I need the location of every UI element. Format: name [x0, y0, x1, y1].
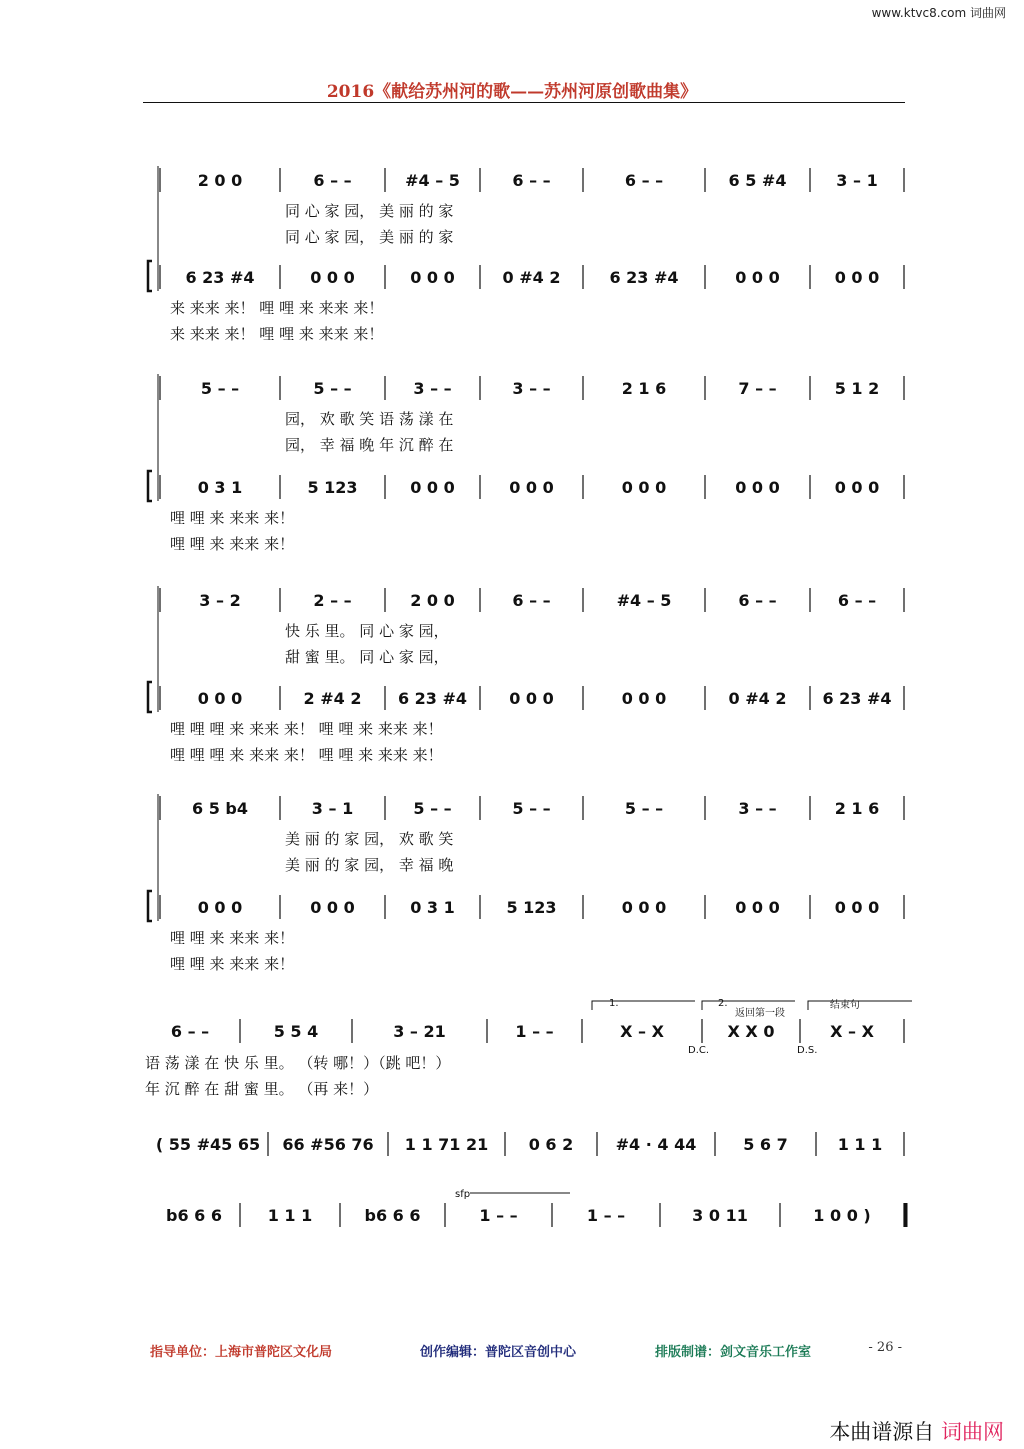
lyric-lower: 哩 哩 哩 来 来来 来！ 哩 哩 来 来来 来！: [170, 720, 443, 738]
measure-upper: 6 – –: [624, 171, 664, 190]
measure-lower: 5 123: [506, 898, 557, 917]
interlude-measure: ( 55 #45 65: [155, 1135, 261, 1154]
measure-lower: 0 0 0: [310, 898, 355, 917]
interlude-measure: 1 1 71 21: [404, 1135, 489, 1154]
source-site[interactable]: 词曲网: [941, 1420, 1004, 1444]
measure-lower: 0 0 0: [197, 689, 243, 708]
measure-upper: 2 – –: [313, 591, 352, 610]
ending-label: 结束句: [830, 1000, 860, 1011]
measure-lower: 0 0 0: [834, 898, 880, 917]
interlude-measure: 66 #56 76: [282, 1135, 374, 1154]
measure-lower: 0 0 0: [735, 898, 780, 917]
measure-lower: 0 0 0: [310, 268, 355, 287]
ds-mark: D.S.: [797, 1045, 818, 1056]
footer-create: 创作编辑：普陀区音创中心: [420, 1345, 577, 1360]
measure-upper: 3 – –: [512, 379, 551, 398]
lyric-lower: 哩 哩 来 来来 来！: [170, 535, 295, 553]
measure-upper: 1 – –: [515, 1022, 554, 1041]
sfp-mark: sfp: [455, 1189, 471, 1200]
interlude-measure: 1 1 1: [837, 1135, 883, 1154]
measure-lower: 0 0 0: [735, 268, 780, 287]
source-prefix: 本曲谱源自: [829, 1420, 935, 1444]
measure-upper: 6 – –: [837, 591, 877, 610]
system-bracket: [148, 682, 152, 712]
lyric-upper: 语 荡 漾 在 快 乐 里。 （转 哪！）（跳 吧！）: [145, 1054, 451, 1072]
lyric-lower: 哩 哩 来 来来 来！: [170, 955, 295, 973]
dc-mark: D.C.: [688, 1045, 710, 1056]
measure-upper: 5 1 2: [834, 379, 880, 398]
measure-upper: 5 – –: [313, 379, 352, 398]
measure-upper: 5 – –: [413, 799, 452, 818]
measure-upper: 5 – –: [200, 379, 240, 398]
measure-upper: 5 – –: [512, 799, 551, 818]
ending-bracket: [808, 1001, 912, 1010]
lyric-lower: 年 沉 醉 在 甜 蜜 里。 （再 来！）: [145, 1080, 379, 1098]
interlude-measure: 1 – –: [586, 1206, 626, 1225]
interlude-measure: 1 – –: [479, 1206, 518, 1225]
measure-upper: 3 – –: [738, 799, 777, 818]
measure-upper: 3 – –: [413, 379, 452, 398]
interlude-measure: 5 6 7: [743, 1135, 788, 1154]
measure-upper: 6 – –: [512, 171, 551, 190]
measure-lower: 6 23 #4: [185, 268, 255, 287]
measure-lower: 2 #4 2: [303, 689, 362, 708]
measure-lower: 0 0 0: [509, 689, 554, 708]
footer-guide: 指导单位：上海市普陀区文化局: [150, 1345, 333, 1360]
lyric-upper: 美 丽 的 家 园， 幸 福 晚: [285, 856, 454, 874]
lyric-upper: 同 心 家 园， 美 丽 的 家: [285, 228, 454, 246]
measure-upper: 2 0 0: [410, 591, 455, 610]
measure-upper: 5 5 4: [273, 1022, 319, 1041]
interlude-measure: 1 0 0 ): [813, 1206, 871, 1225]
book-title: 2016《献给苏州河的歌——苏州河原创歌曲集》: [326, 82, 698, 102]
measure-lower: 0 0 0: [621, 689, 667, 708]
lyric-lower: 来 来来 来！ 哩 哩 来 来来 来！: [170, 325, 384, 343]
lyric-upper: 园， 欢 歌 笑 语 荡 漾 在: [285, 410, 454, 428]
lyric-upper: 美 丽 的 家 园， 欢 歌 笑: [285, 830, 454, 848]
lyric-lower: 来 来来 来！ 哩 哩 来 来来 来！: [170, 299, 384, 317]
measure-lower: 0 0 0: [834, 268, 880, 287]
volta-1-bracket: [592, 1001, 695, 1010]
measure-upper: 2 0 0: [197, 171, 243, 190]
measure-lower: 0 0 0: [621, 478, 667, 497]
interlude-measure: 1 1 1: [267, 1206, 313, 1225]
measure-upper: 6 – –: [512, 591, 551, 610]
measure-lower: 0 #4 2: [728, 689, 787, 708]
page-number: - 26 -: [868, 1340, 902, 1355]
volta-1-label: 1.: [609, 998, 619, 1009]
source-note: [829, 1416, 1004, 1446]
measure-upper: 2 1 6: [834, 799, 880, 818]
back-to-first-label: 返回第一段: [735, 1008, 785, 1019]
measure-lower: 0 0 0: [197, 898, 243, 917]
footer-layout: 排版制谱：剑文音乐工作室: [655, 1345, 812, 1360]
measure-lower: 0 0 0: [410, 478, 455, 497]
lyric-upper: 甜 蜜 里。 同 心 家 园，: [285, 648, 449, 666]
measure-upper: 3 – 1: [836, 171, 878, 190]
measure-upper: #4 – 5: [405, 171, 460, 190]
measure-upper: #4 – 5: [616, 591, 672, 610]
measure-upper: 5 – –: [624, 799, 664, 818]
measure-lower: 0 0 0: [735, 478, 780, 497]
measure-upper: 2 1 6: [621, 379, 667, 398]
system-bracket: [148, 471, 152, 501]
interlude-measure: b6 6 6: [166, 1206, 222, 1225]
measure-lower: 0 3 1: [410, 898, 455, 917]
measure-upper: 6 – –: [313, 171, 352, 190]
measure-lower: 0 0 0: [410, 268, 455, 287]
lyric-upper: 园， 幸 福 晚 年 沉 醉 在: [285, 436, 454, 454]
lyric-upper: 同 心 家 园， 美 丽 的 家: [285, 202, 454, 220]
lyric-lower: 哩 哩 哩 来 来来 来！ 哩 哩 来 来来 来！: [170, 746, 443, 764]
interlude-measure: 0 6 2: [528, 1135, 574, 1154]
measure-upper: 6 5 b4: [192, 799, 248, 818]
measure-upper: X – X: [620, 1022, 664, 1041]
interlude-measure: #4 · 4 44: [615, 1135, 697, 1154]
measure-lower: 0 #4 2: [502, 268, 561, 287]
measure-lower: 5 123: [307, 478, 358, 497]
measure-lower: 6 23 #4: [397, 689, 468, 708]
measure-lower: 6 23 #4: [822, 689, 892, 708]
lyric-lower: 哩 哩 来 来来 来！: [170, 509, 295, 527]
measure-upper: X – X: [830, 1022, 874, 1041]
measure-lower: 0 0 0: [621, 898, 667, 917]
interlude-measure: b6 6 6: [364, 1206, 421, 1225]
measure-lower: 0 0 0: [834, 478, 880, 497]
measure-upper: 3 – 21: [393, 1022, 446, 1041]
measure-upper: 3 – 1: [311, 799, 354, 818]
measure-lower: 0 3 1: [197, 478, 243, 497]
measure-upper: 3 – 2: [199, 591, 241, 610]
measure-lower: 0 0 0: [509, 478, 554, 497]
system-bracket: [148, 261, 152, 291]
measure-lower: 6 23 #4: [609, 268, 679, 287]
site-url[interactable]: www.ktvc8.com 词曲网: [871, 6, 1006, 20]
lyric-lower: 哩 哩 来 来来 来！: [170, 929, 295, 947]
volta-2-label: 2.: [718, 998, 728, 1009]
measure-upper: X X 0: [727, 1022, 775, 1041]
measure-upper: 6 – –: [170, 1022, 210, 1041]
lyric-upper: 快 乐 里。 同 心 家 园，: [285, 622, 449, 640]
system-bracket: [148, 891, 152, 921]
measure-upper: 7 – –: [738, 379, 777, 398]
measure-upper: 6 – –: [738, 591, 777, 610]
measure-upper: 6 5 #4: [728, 171, 787, 190]
interlude-measure: 3 0 11: [692, 1206, 748, 1225]
